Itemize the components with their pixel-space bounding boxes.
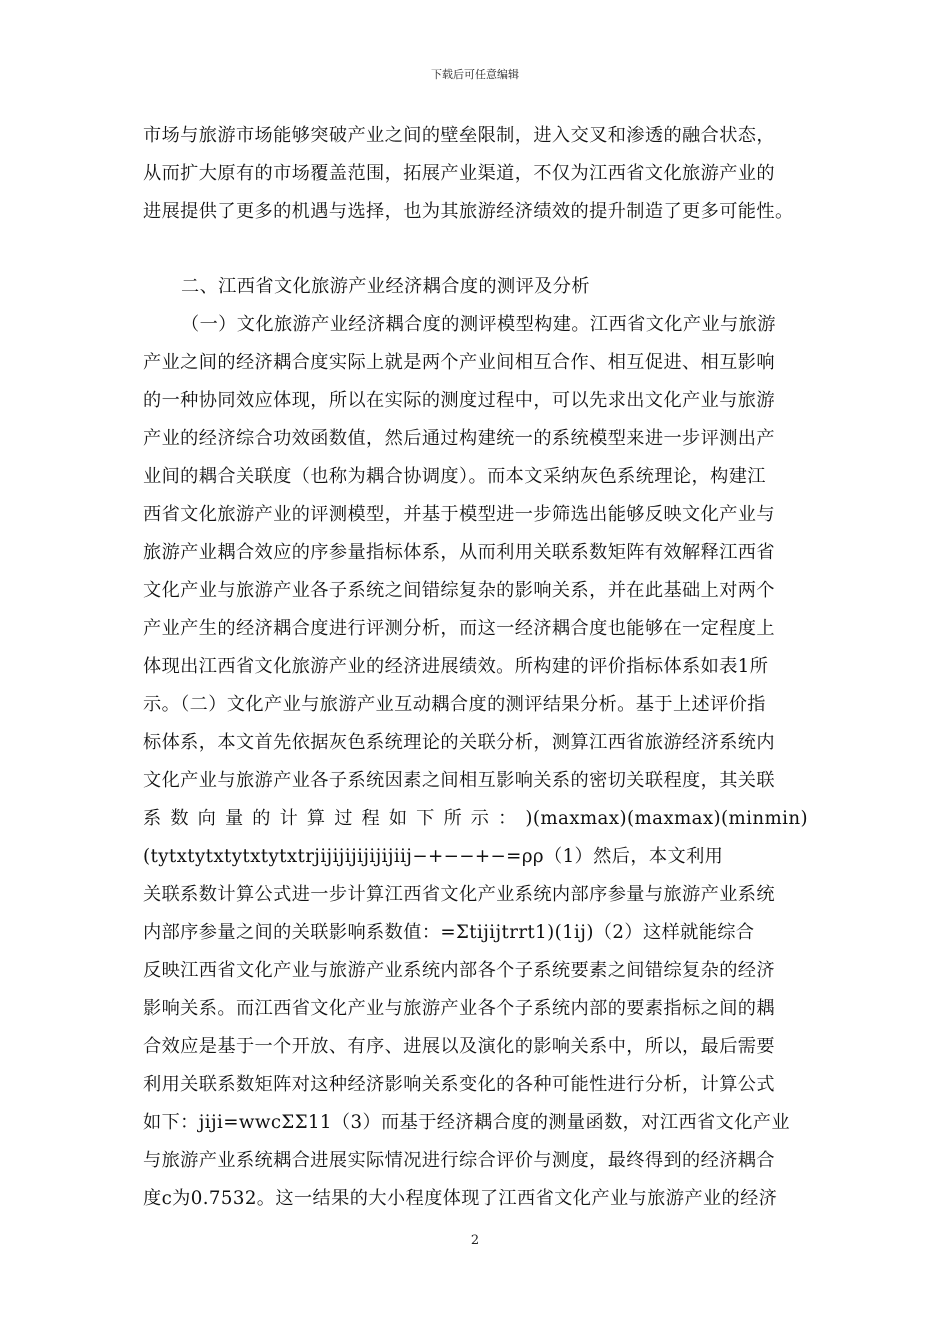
- text-line: 影响关系。而江西省文化产业与旅游产业各个子系统内部的要素指标之间的耦: [143, 998, 775, 1019]
- text-line: 进展提供了更多的机遇与选择，也为其旅游经济绩效的提升制造了更多可能性。: [143, 201, 794, 222]
- text-line: 产业产生的经济耦合度进行评测分析，而这一经济耦合度也能够在一定程度上: [143, 618, 775, 639]
- text-line: 体现出江西省文化旅游产业的经济进展绩效。所构建的评价指标体系如表1所: [143, 656, 769, 677]
- text-line: 反映江西省文化产业与旅游产业系统内部各个子系统要素之间错综复杂的经济: [143, 960, 775, 981]
- text-line: 示。（二）文化产业与旅游产业互动耦合度的测评结果分析。基于上述评价指: [143, 694, 766, 715]
- justified-char: 计: [279, 808, 299, 829]
- formula-line: 内部序参量之间的关联影响系数值：=Σtijijtrrt1)(1ij)（2）这样就能综合: [143, 922, 755, 943]
- justified-char: 程: [361, 808, 381, 829]
- text-line: 利用关联系数矩阵对这种经济影响关系变化的各种可能性进行分析，计算公式: [143, 1074, 775, 1095]
- text-line: 文化产业与旅游产业各子系统之间错综复杂的影响关系，并在此基础上对两个: [143, 580, 775, 601]
- justified-char: 如: [388, 808, 408, 829]
- justified-char: 所: [443, 808, 463, 829]
- justified-char: 的: [252, 808, 271, 829]
- text-line: 西省文化旅游产业的评测模型，并基于模型进一步筛选出能够反映文化产业与: [143, 504, 775, 525]
- page-number: 2: [470, 1233, 480, 1248]
- text-line: 从而扩大原有的市场覆盖范围，拓展产业渠道，不仅为江西省文化旅游产业的: [143, 163, 775, 184]
- text-line: 产业的经济综合功效函数值，然后通过构建统一的系统模型来进一步评测出产: [143, 428, 775, 449]
- justified-char: 过: [334, 808, 353, 829]
- justified-char: 数: [170, 808, 189, 829]
- text-line: 度c为0.7532。这一结果的大小程度体现了江西省文化产业与旅游产业的经济: [143, 1188, 778, 1209]
- justified-char: 向: [197, 808, 217, 829]
- text-line: 业间的耦合关联度（也称为耦合协调度）。而本文采纳灰色系统理论，构建江: [143, 466, 766, 487]
- justified-char: ：: [498, 808, 517, 829]
- text-line: 标体系，本文首先依据灰色系统理论的关联分析，测算江西省旅游经济系统内: [143, 732, 775, 753]
- justified-char: 示: [470, 808, 490, 829]
- text-line: 产业之间的经济耦合度实际上就是两个产业间相互合作、相互促进、相互影响: [143, 352, 775, 373]
- text-line: 文化产业与旅游产业各子系统因素之间相互影响关系的密切关联程度，其关联: [143, 770, 775, 791]
- justified-char: 量: [224, 808, 244, 829]
- text-line: 旅游产业耦合效应的序参量指标体系，从而利用关联系数矩阵有效解释江西省: [143, 542, 775, 563]
- formula-line: 如下：jiji=wwcΣΣ11（3）而基于经济耦合度的测量函数，对江西省文化产业: [143, 1112, 790, 1133]
- text-line: 的一种协同效应体现，所以在实际的测度过程中，可以先求出文化产业与旅游: [143, 390, 775, 411]
- formula-fragment: )(maxmax)(maxmax)(minmin): [525, 808, 808, 829]
- section-heading: 二、江西省文化旅游产业经济耦合度的测评及分析: [181, 276, 590, 297]
- justified-char: 下: [416, 808, 435, 829]
- text-line-justified: [143, 810, 808, 828]
- justified-char: 系: [143, 808, 162, 829]
- formula-line: (tytxtytxtytxtytxtrjijijijijijijiij−+−−+−=ρρ（1）然后，本文利用: [143, 846, 724, 867]
- justified-char: 算: [306, 808, 326, 829]
- page-header: 下载后可任意编辑: [431, 68, 519, 81]
- text-line: 与旅游产业系统耦合进展实际情况进行综合评价与测度，最终得到的经济耦合: [143, 1150, 775, 1171]
- text-line: 市场与旅游市场能够突破产业之间的壁垒限制，进入交叉和渗透的融合状态，: [143, 125, 775, 146]
- text-line: 合效应是基于一个开放、有序、进展以及演化的影响关系中，所以，最后需要: [143, 1036, 775, 1057]
- text-line: 关联系数计算公式进一步计算江西省文化产业系统内部序参量与旅游产业系统: [143, 884, 775, 905]
- text-line: （一）文化旅游产业经济耦合度的测评模型构建。江西省文化产业与旅游: [181, 314, 776, 335]
